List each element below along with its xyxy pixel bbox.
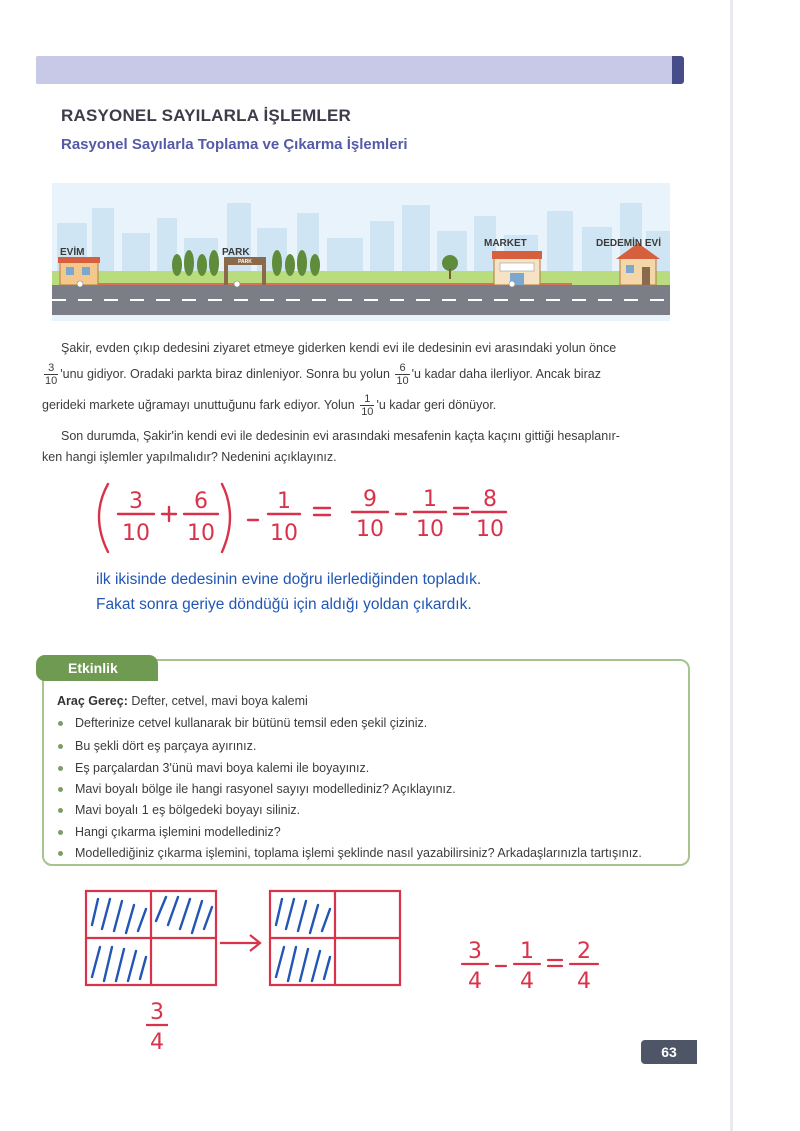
- activity-tools: Araç Gereç: Defter, cetvel, mavi boya kalemi: [57, 694, 308, 708]
- activity-step-5: Mavi boyalı 1 eş bölgedeki boyayı siliniz.: [58, 803, 300, 817]
- model-fraction-den: 4: [150, 1030, 164, 1055]
- eq-den-1: 10: [122, 521, 150, 546]
- eq-num-1: 3: [129, 489, 143, 514]
- eq-num-3: 1: [277, 489, 291, 514]
- handwritten-equation: [90, 478, 530, 558]
- scene-label-grandpa: DEDEMİN EVİ: [596, 238, 662, 249]
- activity-step-4: Mavi boyalı bölge ile hangi rasyonel sayıyı modellediniz? Açıklayınız.: [58, 782, 456, 796]
- page-number: 63: [641, 1040, 697, 1064]
- route-illustration: [52, 183, 670, 321]
- market-building: [492, 251, 542, 285]
- problem-line-2: $\frac{3}{10}$ 'unu gidiyor. Oradaki parkta biraz dinleniyor. Sonra bu yolun $\frac{6}{10}$ 'u kadar daha ilerliyor. Ancak biraz: [45, 362, 601, 387]
- eq-den-4: 10: [356, 517, 384, 542]
- eq-num-5: 1: [423, 487, 437, 512]
- activity-step-7: Modellediğiniz çıkarma işlemini, toplama işlemi şeklinde nasıl yazabilirsiniz? Arkadaşlarınızla tartışınız.: [58, 846, 642, 860]
- scene-label-home: EVİM: [60, 247, 85, 258]
- fraction-1-10: $\frac{1}{10}$: [361, 393, 374, 418]
- activity-step-2: Bu şekli dört eş parçaya ayırınız.: [58, 739, 256, 753]
- result-den-1: 4: [468, 969, 482, 994]
- section-title: RASYONEL SAYILARLA İŞLEMLER: [61, 106, 352, 125]
- result-den-2: 4: [520, 969, 534, 994]
- section-subtitle: Rasyonel Sayılarla Toplama ve Çıkarma İşlemleri: [61, 136, 408, 153]
- eq-num-4: 9: [363, 487, 377, 512]
- fraction-3-10: $\frac{3}{10}$: [45, 362, 58, 387]
- header-band-tab: [672, 56, 684, 84]
- home-building: [58, 257, 100, 285]
- page-edge: [730, 0, 733, 1131]
- result-equation: [448, 930, 608, 1000]
- eq-den-3: 10: [270, 521, 298, 546]
- problem-line-4: Son durumda, Şakir'in kendi evi ile dedesinin evi arasındaki mesafenin kaçta kaçını gittiği hesaplanır-: [61, 429, 620, 443]
- problem-line-5: ken hangi işlemler yapılmalıdır? Nedenini açıklayınız.: [42, 450, 337, 464]
- eq-den-2: 10: [187, 521, 215, 546]
- result-num-3: 2: [577, 939, 591, 964]
- activity-step-6: Hangi çıkarma işlemini modellediniz?: [58, 825, 281, 839]
- result-den-3: 4: [577, 969, 591, 994]
- fraction-model-drawing: [80, 885, 420, 1060]
- result-num-1: 3: [468, 939, 482, 964]
- problem-line-3: gerideki markete uğramayı unuttuğunu fark ediyor. Yolun $\frac{1}{10}$ 'u kadar geri dönüyor.: [42, 393, 497, 418]
- park-sign: PARK: [238, 259, 252, 265]
- eq-num-2: 6: [194, 489, 208, 514]
- result-num-2: 1: [520, 939, 534, 964]
- eq-den-6: 10: [476, 517, 504, 542]
- answer-note-line-1: ilk ikisinde dedesinin evine doğru ilerlediğinden topladık.: [96, 571, 482, 588]
- model-fraction-num: 3: [150, 1000, 164, 1025]
- eq-den-5: 10: [416, 517, 444, 542]
- header-band: [36, 56, 682, 84]
- answer-note-line-2: Fakat sonra geriye döndüğü için aldığı yoldan çıkardık.: [96, 596, 472, 613]
- eq-num-6: 8: [483, 487, 497, 512]
- fraction-6-10: $\frac{6}{10}$: [396, 362, 409, 387]
- activity-step-1: Defterinize cetvel kullanarak bir bütünü temsil eden şekil çiziniz.: [58, 716, 427, 730]
- activity-tab: Etkinlik: [36, 655, 158, 681]
- scene-label-park: PARK: [222, 247, 250, 258]
- problem-line-1: Şakir, evden çıkıp dedesini ziyaret etmeye giderken kendi evi ile dedesinin evi arasındaki yolun önce: [61, 341, 617, 355]
- scene-label-market: MARKET: [484, 238, 527, 249]
- activity-step-3: Eş parçalardan 3'ünü mavi boya kalemi ile boyayınız.: [58, 761, 369, 775]
